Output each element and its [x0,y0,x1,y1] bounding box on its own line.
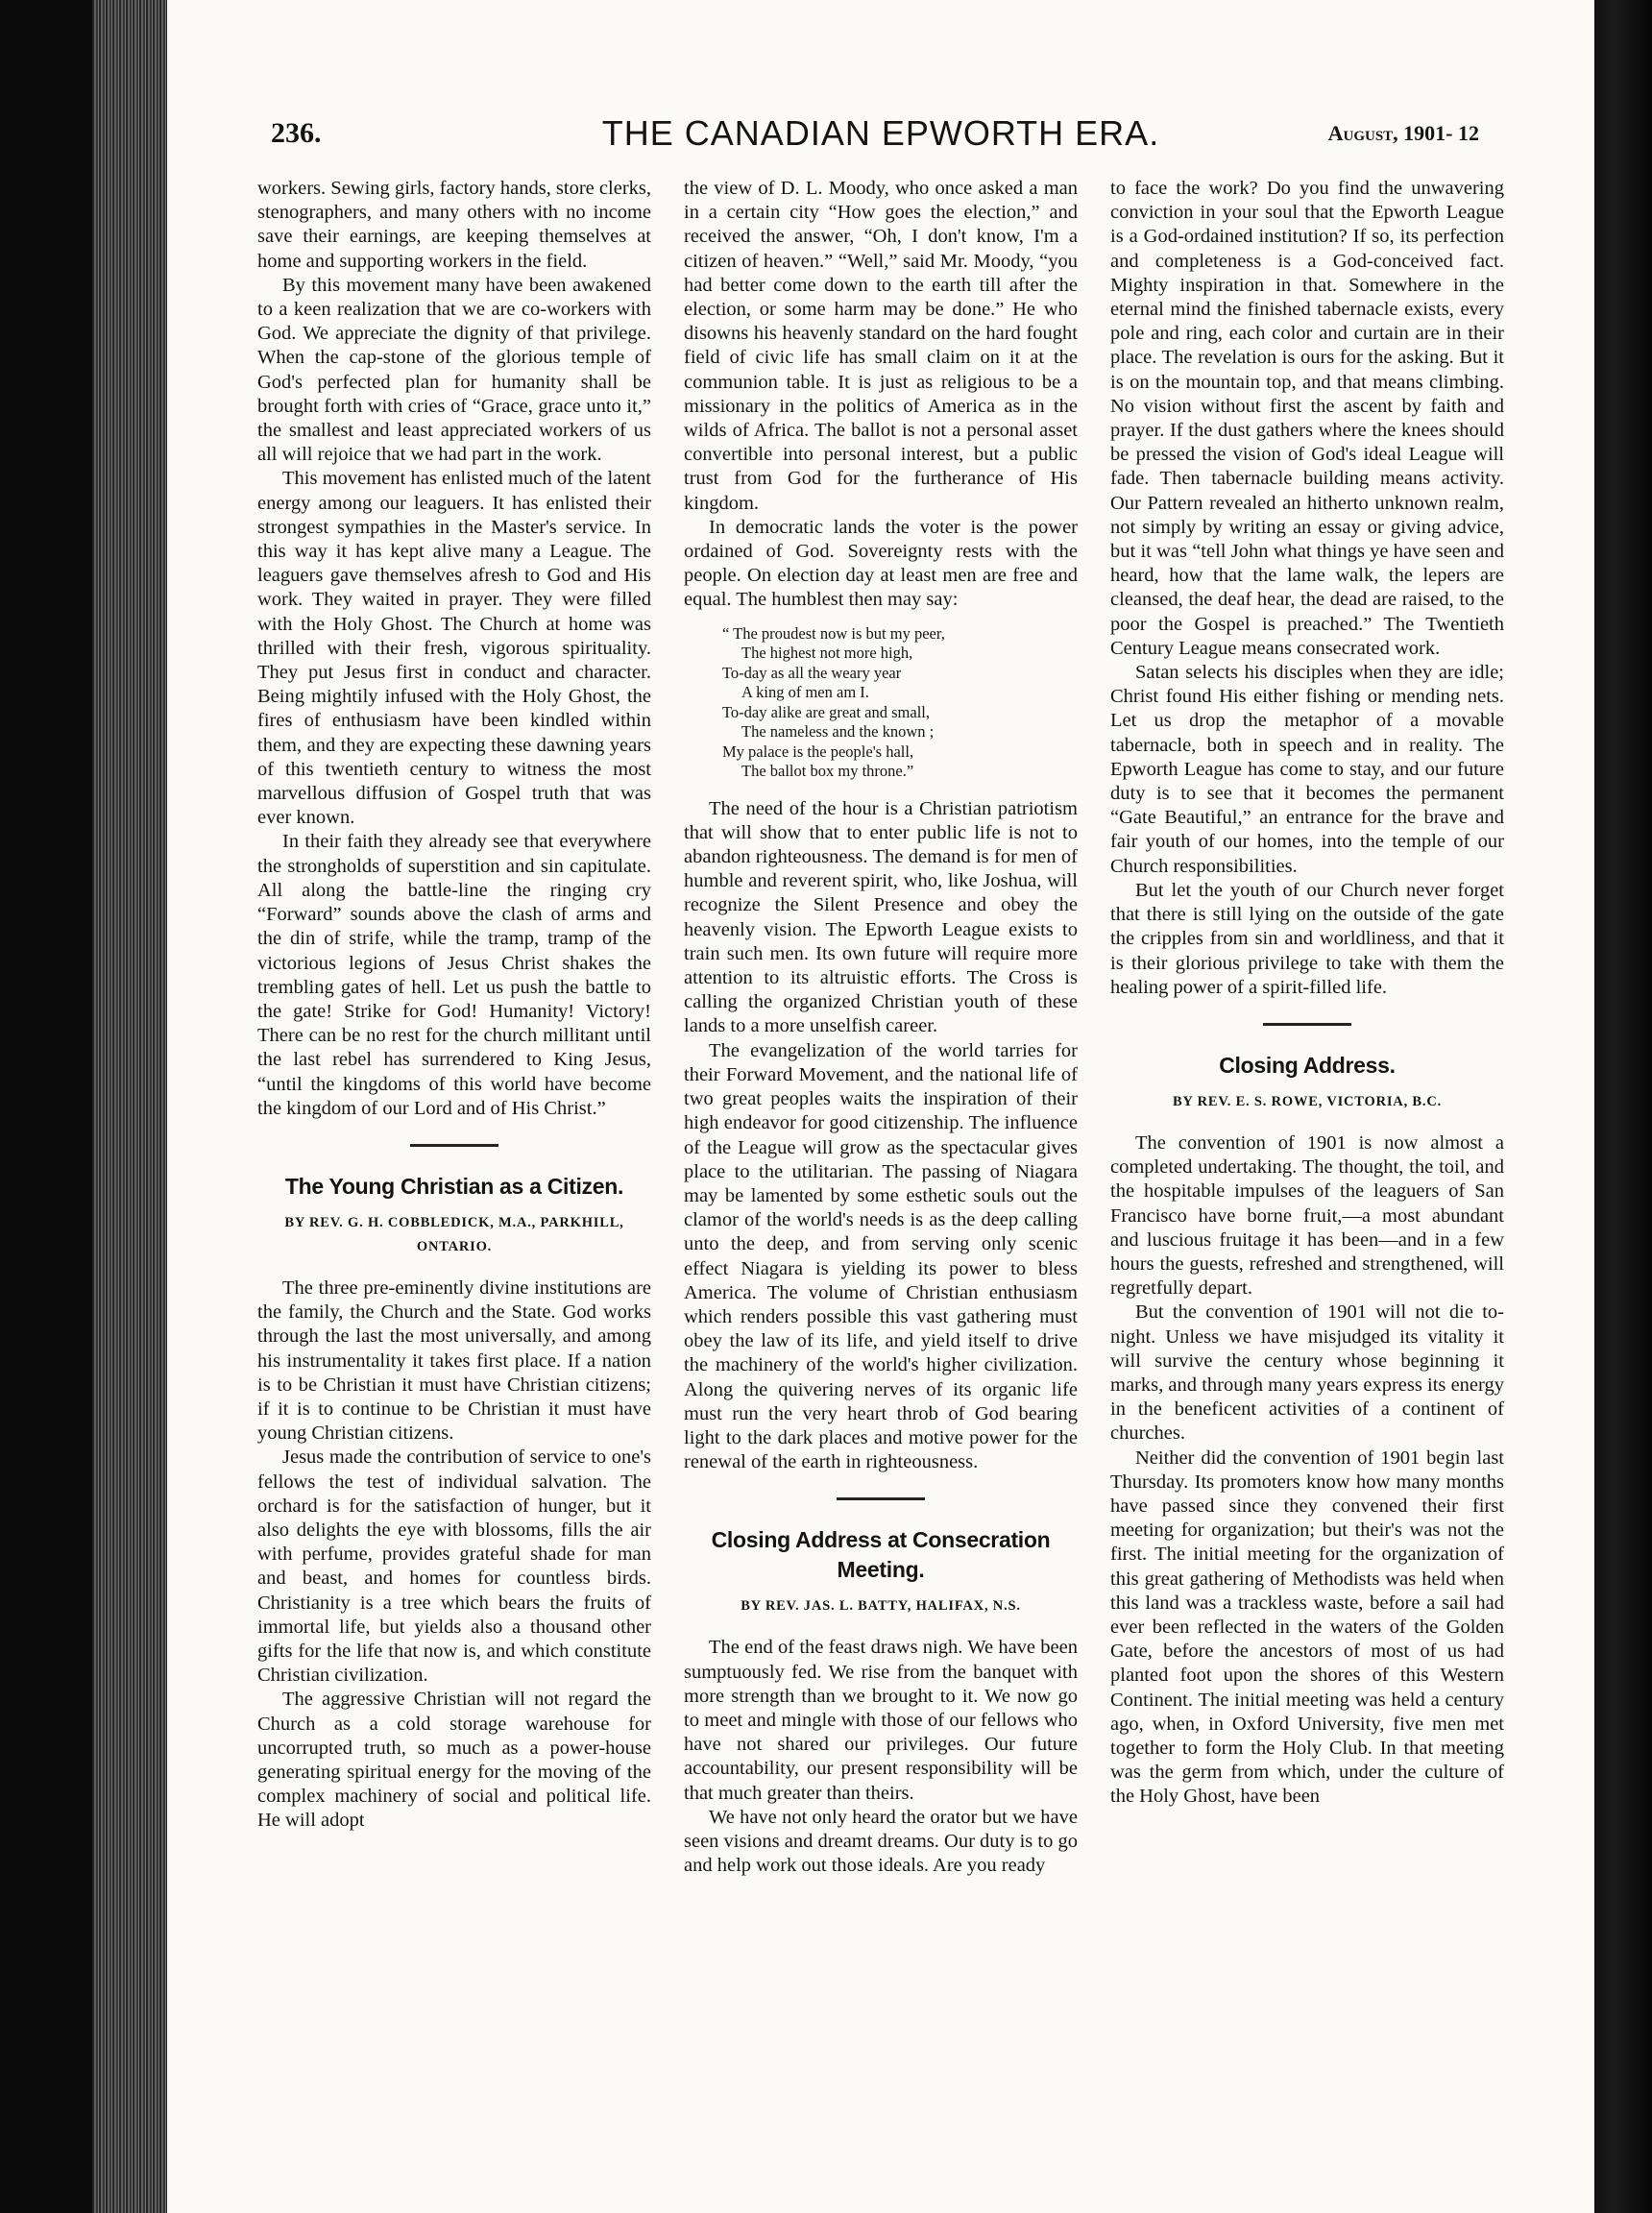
article-byline: BY REV. G. H. COBBLEDICK, M.A., PARKHILL, ONTARIO. [284,1214,624,1254]
publication-title: THE CANADIAN EPWORTH ERA. [601,113,1160,153]
paragraph: Neither did the convention of 1901 begin last Thursday. Its promoters know how many months have passed since they convened their first meeting for organization; but their's was not the first. The initial meeting for the organization of this great gathering of Methodists was held when this land was a trackless waste, before a sail had ever been reflected in the waters of the Golden Gate, before the ancestors of most of us had planted foot upon the shores of this Western Continent. The initial meeting was held a century ago, when, in Oxford University, five men met together to form the Holy Club. In that meeting was the germ from which, under the culture of the Holy Ghost, have been [1110,1447,1504,1808]
book-page-edges [92,0,169,2213]
article-byline: BY REV. JAS. L. BATTY, HALIFAX, N.S. [741,1598,1021,1615]
paragraph: We have not only heard the orator but we have seen visions and dreamt dreams. Our duty is to go and help work out those ideals. Are you ready [684,1806,1078,1877]
poem-line: The nameless and the known ; [741,722,935,742]
paragraph: In democratic lands the voter is the power ordained of God. Sovereignty rests with the people. On election day at least men are free and equal. The humblest then may say: [684,516,1078,611]
column-2 [684,177,1078,1878]
paragraph: The end of the feast draws nigh. We have been sumptuously fed. We rise from the banquet with more strength than we brought to it. We now go to meet and mingle with those of our fellows who have not shared our privileges. Our future accountability, our present responsibility will be that much greater than theirs. [684,1637,1078,1804]
paragraph: But the convention of 1901 will not die to-night. Unless we have misjudged its vitality it will survive the century whose beginning it marks, and through many years express its energy in the beneficent activities of a continent of churches. [1110,1301,1504,1445]
paragraph: But let the youth of our Church never forget that there is still lying on the outside of the gate the cripples from sin and worldliness, and that it is their glorious privilege to take with them the healing power of a spirit-filled life. [1110,879,1504,998]
paragraph: The aggressive Christian will not regard the Church as a cold storage warehouse for uncorrupted truth, so much as a power-house generating spiritual energy for the moving of the complex machinery of social and political life. He will adopt [257,1689,651,1832]
right-scan-margin [1594,0,1652,2213]
column-1 [257,177,651,1834]
paragraph: The three pre-eminently divine institutions are the family, the Church and the State. God works through the last the most universally, and among his instrumentality it takes first place. If a nation is to be Christian it must have Christian citizens; if it is to continue to be Christian it must have young Christian citizens. [257,1277,651,1445]
paragraph: The evangelization of the world tarries for their Forward Movement, and the national life of two great peoples waits the inspiration of their high endeavor for good citizenship. The influence of the League will grow as the spectacular gives place to the utilitarian. The passing of Niagara may be lamented by some esthetic souls out the clamor of the world's needs is as the deep calling unto the deep, and from serving only scenic effect Niagara is yielding its power to bless America. The volume of Christian enthusiasm which renders possible this vast gathering must obey the law of its life, and yield itself to drive the machinery of the world's higher civilization. Along the quivering nerves of its organic life must run the very heart throb of God bearing light to the dark places and motive power for the renewal of the earth in righteousness. [684,1039,1078,1473]
poem-line: A king of men am I. [741,683,869,702]
paragraph: the view of D. L. Moody, who once asked a man in a certain city “How goes the election,” and received the answer, “Oh, I don't know, I'm a citizen of heaven.” “Well,” said Mr. Moody, “you had better come down to the earth till after the election, or some harm may be done.” He who disowns his heavenly standard on the hard fought field of civic life has small claim on it at the communion table. It is just as religious to be a missionary in the politics of America as in the wilds of Africa. The ballot is not a personal asset convertible into personal interest, but a public trust from God for the furtherance of His kingdom. [684,178,1078,514]
paragraph: This movement has enlisted much of the latent energy among our leaguers. It has enlisted their strongest sympathies in the Master's service. In this way it has kept alive many a League. The leaguers gave themselves afresh to God and His work. They waited in prayer. They were filled with the Holy Ghost. The Church at home was thrilled with their fresh, vigorous spirituality. They put Jesus first in conduct and character. Being mightily infused with the Holy Ghost, the fires of enthusiasm have been kindled within them, and they are expecting these dawning years of this twentieth century to witness the most marvellous diffusion of Gospel truth that was ever known. [257,468,651,829]
article-title-young-christian: The Young Christian as a Citizen. [284,1173,624,1199]
section-divider [410,1144,498,1147]
section-divider [1263,1023,1351,1026]
page-header [167,109,1594,158]
paragraph: The convention of 1901 is now almost a completed undertaking. The thought, the toil, and the hospitable impulses of the leaguers of San Francisco have borne fruit,—a most abundant and luscious fruitage it has been—and in a few hours the guests, refreshed and strengthened, will regretfully depart. [1110,1131,1504,1300]
paragraph: workers. Sewing girls, factory hands, store clerks, stenographers, and many others with no income save their earnings, are keeping themselves at home and supporting workers in the field. [257,178,651,272]
poem-line: The highest not more high, [741,644,913,663]
article-byline: BY REV. E. S. ROWE, VICTORIA, B.C. [1172,1093,1443,1109]
poem-quote [722,624,1078,782]
section-divider [837,1497,925,1500]
article-title-closing-address: Closing Address. [1219,1052,1396,1078]
poem-line: The ballot box my throne.” [741,762,914,781]
page-number: 236. [271,117,322,149]
paragraph: Satan selects his disciples when they are idle; Christ found His either fishing or mending nets. Let us drop the metaphor of a movable tabernacle, both in speech and in reality. The Epworth League has come to stay, and our future duty is to see that it becomes the permanent “Gate Beautiful,” an entrance for the brave and fair youth of our homes, into the temple of our Church responsibilities. [1110,662,1504,877]
newspaper-page [167,0,1594,2213]
paragraph: In their faith they already see that everywhere the strongholds of superstition and sin capitulate. All along the battle-line the ringing cry “Forward” sounds above the clash of arms and the din of strife, while the tramp, tramp of the victorious legions of Jesus Christ shakes the trembling gates of hell. Let us push the battle to the gate! Strike for God! Humanity! Victory! There can be no rest for the church millitant until the last rebel has surrendered to King Jesus, “until the kingdoms of this world have become the kingdom of our Lord and of His Christ.” [257,831,651,1119]
poem-line: To-day as all the weary year [722,663,902,682]
paragraph: By this movement many have been awakened to a keen realization that we are co-workers with God. We appreciate the dignity of that privilege. When the cap-stone of the glorious temple of God's perfected plan for humanity shall be brought forth with cries of “Grace, grace unto it,” the smallest and least appreciated workers of us all will rejoice that we had part in the work. [257,274,651,466]
column-3 [1110,177,1504,1810]
poem-line: To-day alike are great and small, [722,702,930,721]
paragraph: to face the work? Do you find the unwavering conviction in your soul that the Epworth League is a God-ordained institution? If so, its perfection and completeness is a God-conceived fact. Mighty inspiration in that. Somewhere in the eternal mind the finished tabernacle exists, every pole and ring, each color and curtain are in their place. The revelation is ours for the asking. But it is on the mountain top, and that means climbing. No vision without first the ascent by faith and prayer. If the dust gathers where the knees should be pressed the vision of God's ideal League will fade. Then tabernacle building means activity. Our Pattern revealed an hitherto unknown realm, not simply by writing an essay or giving advice, but it was “tell John what things ye have seen and heard, how that the lame walk, the lepers are cleansed, the deaf hear, the dead are raised, to the poor the Gospel is preached.” The Twentieth Century League means consecrated work. [1110,178,1504,659]
issue-date: August, 1901- 12 [1327,121,1479,145]
poem-line: “ The proudest now is but my peer, [722,623,945,643]
poem-line: My palace is the people's hall, [722,742,914,761]
paragraph: Jesus made the contribution of service to one's fellows the test of individual salvation. The orchard is for the satisfaction of hunger, but it also delights the eye with blossoms, fills the air with perfume, provides grateful shade for man and beast, and homes for countless birds. Christianity is a tree which bears the fruits of immortal life, but yields also a thousand other gifts for the life that now is, and which constitute Christian civilization. [257,1447,651,1687]
paragraph: The need of the hour is a Christian patriotism that will show that to enter public life is not to abandon righteousness. The demand is for men of humble and reverent spirit, who, like Joshua, will recognize the Silent Presence and obey the heavenly vision. The Epworth League exists to train such men. Its own future will require more attention to its altruistic efforts. The Cross is calling the organized Christian youth of these lands to a more unselfish career. [684,797,1078,1037]
article-title-consecration: Closing Address at Consecration Meeting. [711,1527,1051,1583]
